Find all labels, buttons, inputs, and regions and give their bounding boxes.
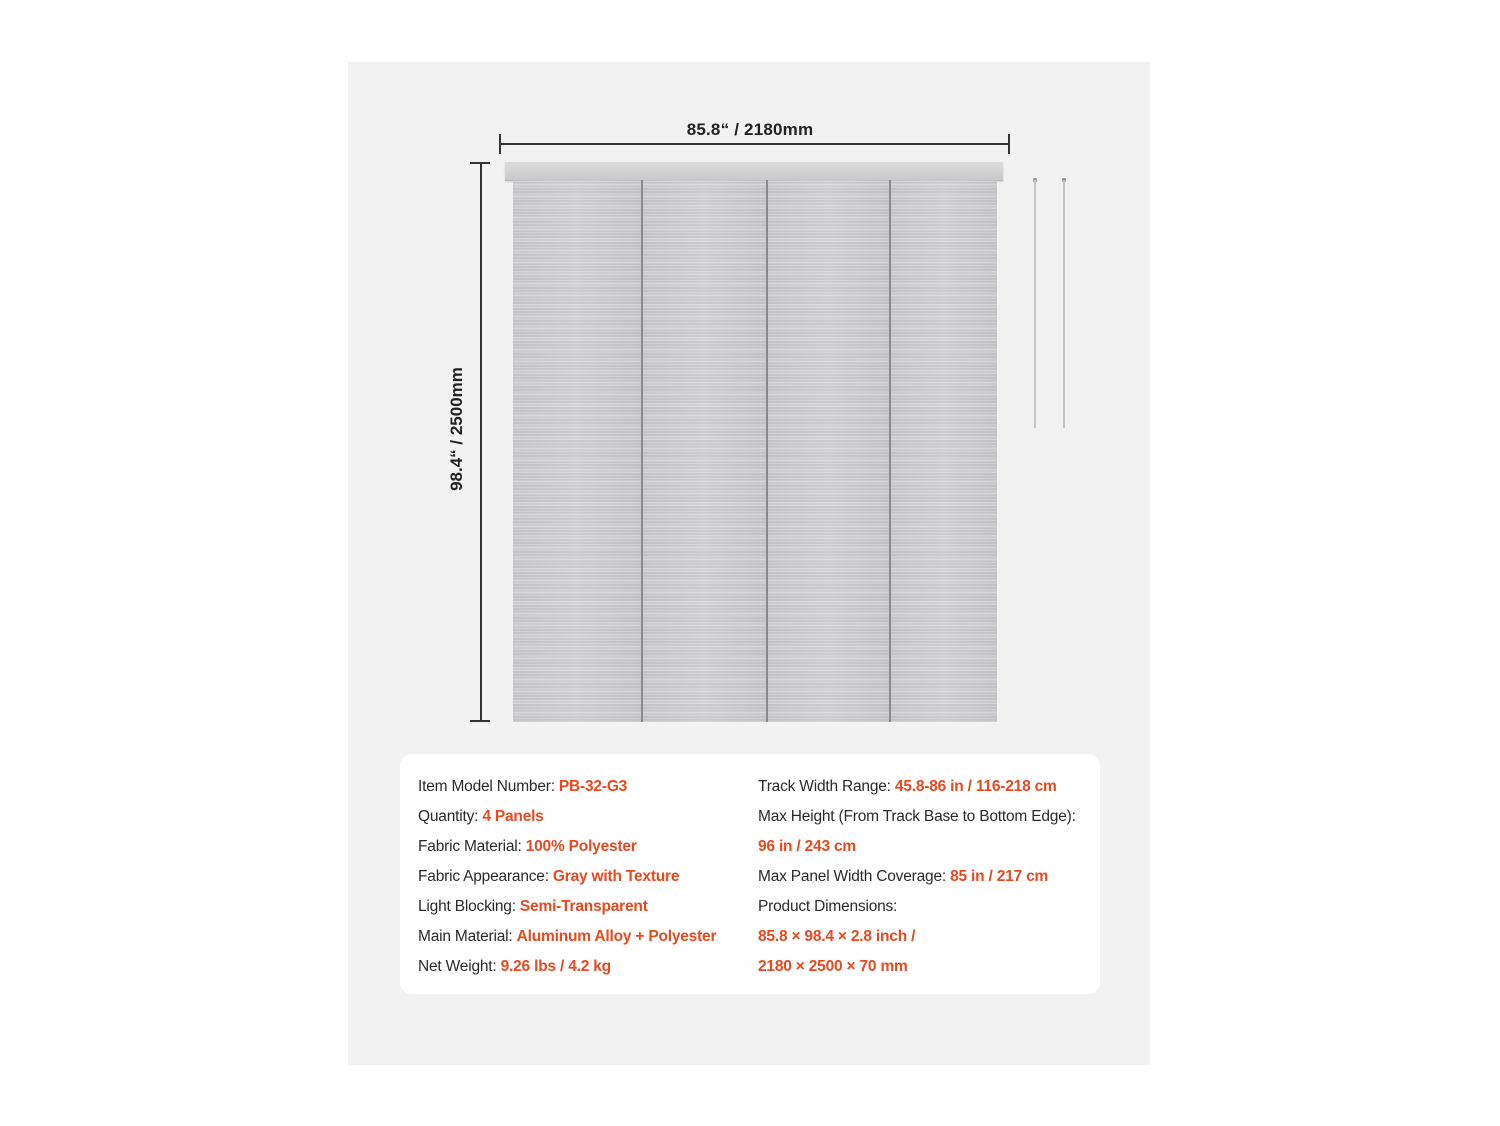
width-dimension-line (500, 143, 1010, 145)
spec-label: Light Blocking: (418, 898, 520, 915)
spec-value: Aluminum Alloy + Polyester (516, 928, 717, 945)
blind-panel-4 (891, 180, 997, 722)
spec-product-dimensions-line1 (758, 928, 915, 946)
spec-product-dimensions-line2 (758, 958, 908, 976)
spec-label: Net Weight: (418, 958, 501, 975)
spec-label: Track Width Range: (758, 778, 895, 795)
spec-label: Main Material: (418, 928, 517, 945)
spec-value: 85.8 × 98.4 × 2.8 inch / (758, 928, 916, 945)
spec-fabric-material (418, 838, 637, 856)
height-dimension-cap-top (470, 162, 490, 164)
panel-seam (889, 180, 891, 722)
spec-max-height-label (758, 808, 1076, 826)
blind-panel-2 (643, 180, 766, 722)
blind-panel-1 (513, 180, 641, 722)
spec-label: Quantity: (418, 808, 483, 825)
width-dimension-cap-right (1008, 134, 1010, 154)
spec-value: PB-32-G3 (558, 778, 628, 795)
width-dimension-cap-left (499, 134, 501, 154)
height-dimension-cap-bottom (470, 720, 490, 722)
spec-label: Item Model Number: (418, 778, 559, 795)
headrail-track (505, 162, 1003, 181)
spec-light-blocking (418, 898, 648, 916)
spec-fabric-appearance (418, 868, 679, 886)
control-wand-left (1034, 180, 1036, 428)
spec-track-width-range (758, 778, 1057, 796)
spec-value: 45.8-86 in / 116-218 cm (894, 778, 1057, 795)
panel-seam (766, 180, 768, 722)
spec-quantity (418, 808, 544, 826)
blind-panel-3 (768, 180, 889, 722)
height-dimension-label: 98.4“ / 2500mm (447, 367, 466, 491)
width-dimension-label: 85.8“ / 2180mm (686, 120, 814, 139)
spec-value: 4 Panels (482, 808, 544, 825)
spec-label: Product Dimensions: (758, 898, 898, 915)
spec-value: Semi-Transparent (519, 898, 648, 915)
spec-value: 85 in / 217 cm (950, 868, 1049, 885)
spec-value: Gray with Texture (552, 868, 680, 885)
height-dimension-line (480, 162, 482, 722)
spec-main-material (418, 928, 716, 946)
control-wand-right (1063, 180, 1065, 428)
panel-seam (641, 180, 643, 722)
spec-value: 2180 × 2500 × 70 mm (758, 958, 908, 975)
spec-product-dimensions-label (758, 898, 897, 916)
specifications-box (400, 754, 1100, 994)
spec-value: 9.26 lbs / 4.2 kg (500, 958, 611, 975)
spec-value: 100% Polyester (525, 838, 637, 855)
spec-label: Fabric Material: (418, 838, 526, 855)
spec-net-weight (418, 958, 611, 976)
spec-max-panel-width (758, 868, 1048, 886)
spec-model-number (418, 778, 627, 796)
spec-max-height-value (758, 838, 856, 856)
spec-value: 96 in / 243 cm (758, 838, 857, 855)
spec-label: Fabric Appearance: (418, 868, 553, 885)
spec-label: Max Panel Width Coverage: (758, 868, 951, 885)
spec-label: Max Height (From Track Base to Bottom Edge): (758, 808, 1076, 825)
